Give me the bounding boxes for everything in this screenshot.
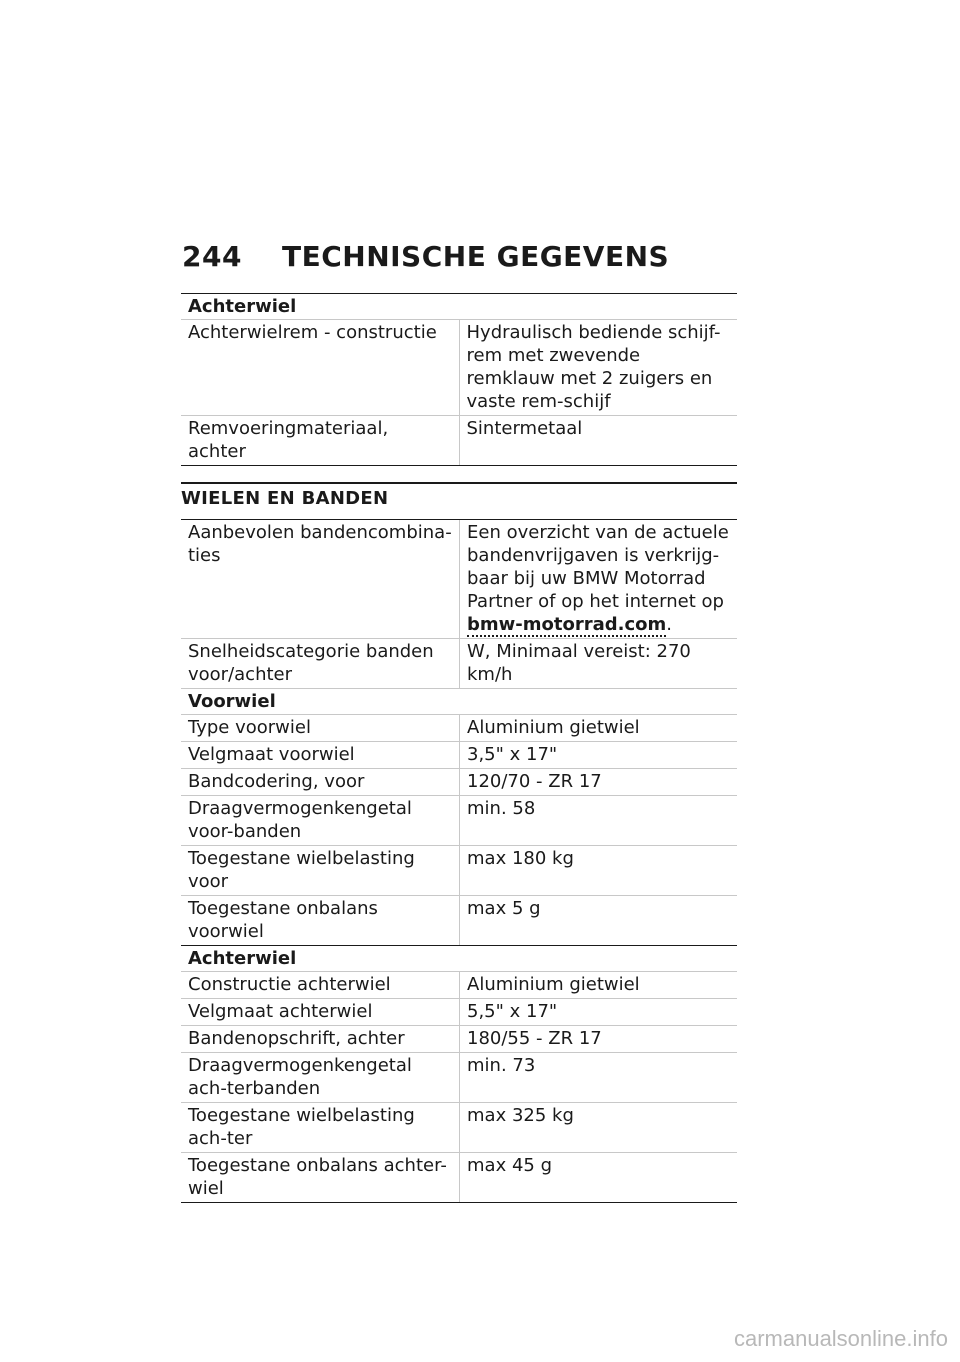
- spec-label: Toegestane onbalans voorwiel: [181, 896, 460, 946]
- rear-brake-table: [181, 293, 737, 466]
- spec-label: Constructie achterwiel: [181, 972, 460, 999]
- table-row: [181, 769, 737, 796]
- table-row: [181, 796, 737, 846]
- table-row: [181, 1026, 737, 1053]
- spec-value: max 45 g: [460, 1153, 738, 1203]
- table-row: [181, 639, 737, 689]
- spec-label: Snelheidscategorie banden voor/achter: [181, 639, 460, 689]
- section-heading-rear-brake: Achterwiel: [181, 294, 737, 320]
- table-row: [181, 1153, 737, 1203]
- spec-label: Toegestane wielbelasting voor: [181, 846, 460, 896]
- table-row: [181, 320, 737, 416]
- spec-value: min. 58: [460, 796, 738, 846]
- table-row: [181, 972, 737, 999]
- table-row: [181, 896, 737, 946]
- spec-value: min. 73: [460, 1053, 738, 1103]
- spec-label: Draagvermogenkengetal ach-terbanden: [181, 1053, 460, 1103]
- spec-label: Velgmaat achterwiel: [181, 999, 460, 1026]
- table-row: [181, 1103, 737, 1153]
- spec-value-text: Een overzicht van de actuele bandenvrijgaven is verkrijg-baar bij uw BMW Motorrad Partner of op het internet op: [467, 522, 729, 612]
- spec-label: Toegestane onbalans achter-wiel: [181, 1153, 460, 1203]
- page-number: 244: [182, 240, 242, 273]
- page-header: [182, 240, 742, 273]
- table-row: [181, 742, 737, 769]
- table-row: [181, 715, 737, 742]
- spec-value: W, Minimaal vereist: 270 km/h: [460, 639, 738, 689]
- table-row: [181, 520, 737, 639]
- spec-label: Type voorwiel: [181, 715, 460, 742]
- spec-value: Hydraulisch bediende schijf-rem met zwevende remklauw met 2 zuigers en vaste rem-schijf: [459, 320, 737, 416]
- spec-value: Aluminium gietwiel: [460, 715, 738, 742]
- spec-label: Achterwielrem - constructie: [181, 320, 459, 416]
- spec-value: [460, 520, 738, 639]
- spec-value: 3,5" x 17": [460, 742, 738, 769]
- spec-label: Aanbevolen bandencombina-ties: [181, 520, 460, 639]
- spec-value: max 325 kg: [460, 1103, 738, 1153]
- spec-label: Velgmaat voorwiel: [181, 742, 460, 769]
- spec-value: 180/55 - ZR 17: [460, 1026, 738, 1053]
- spec-label: Bandenopschrift, achter: [181, 1026, 460, 1053]
- section-heading-front-wheel: Voorwiel: [181, 689, 737, 715]
- spec-label: Remvoeringmateriaal, achter: [181, 416, 459, 466]
- page-title: TECHNISCHE GEGEVENS: [282, 240, 670, 273]
- section-title-wheels-tires: WIELEN EN BANDEN: [181, 482, 737, 519]
- spec-value: max 180 kg: [460, 846, 738, 896]
- spec-content: [181, 293, 737, 1203]
- spec-label: Toegestane wielbelasting ach-ter: [181, 1103, 460, 1153]
- spec-value: Sintermetaal: [459, 416, 737, 466]
- spec-value: Aluminium gietwiel: [460, 972, 738, 999]
- bmw-motorrad-link[interactable]: bmw-motorrad.com: [467, 614, 667, 635]
- table-row: [181, 1053, 737, 1103]
- table-row: [181, 416, 737, 466]
- spec-value: 120/70 - ZR 17: [460, 769, 738, 796]
- wheels-tires-table: [181, 519, 737, 1203]
- spec-label: Bandcodering, voor: [181, 769, 460, 796]
- table-row: [181, 846, 737, 896]
- table-row: [181, 999, 737, 1026]
- spec-label: Draagvermogenkengetal voor-banden: [181, 796, 460, 846]
- section-heading-rear-wheel: Achterwiel: [181, 946, 737, 972]
- spec-value-suffix: .: [666, 614, 672, 635]
- watermark: carmanualsonline.info: [733, 1326, 948, 1351]
- spec-value: 5,5" x 17": [460, 999, 738, 1026]
- spec-value: max 5 g: [460, 896, 738, 946]
